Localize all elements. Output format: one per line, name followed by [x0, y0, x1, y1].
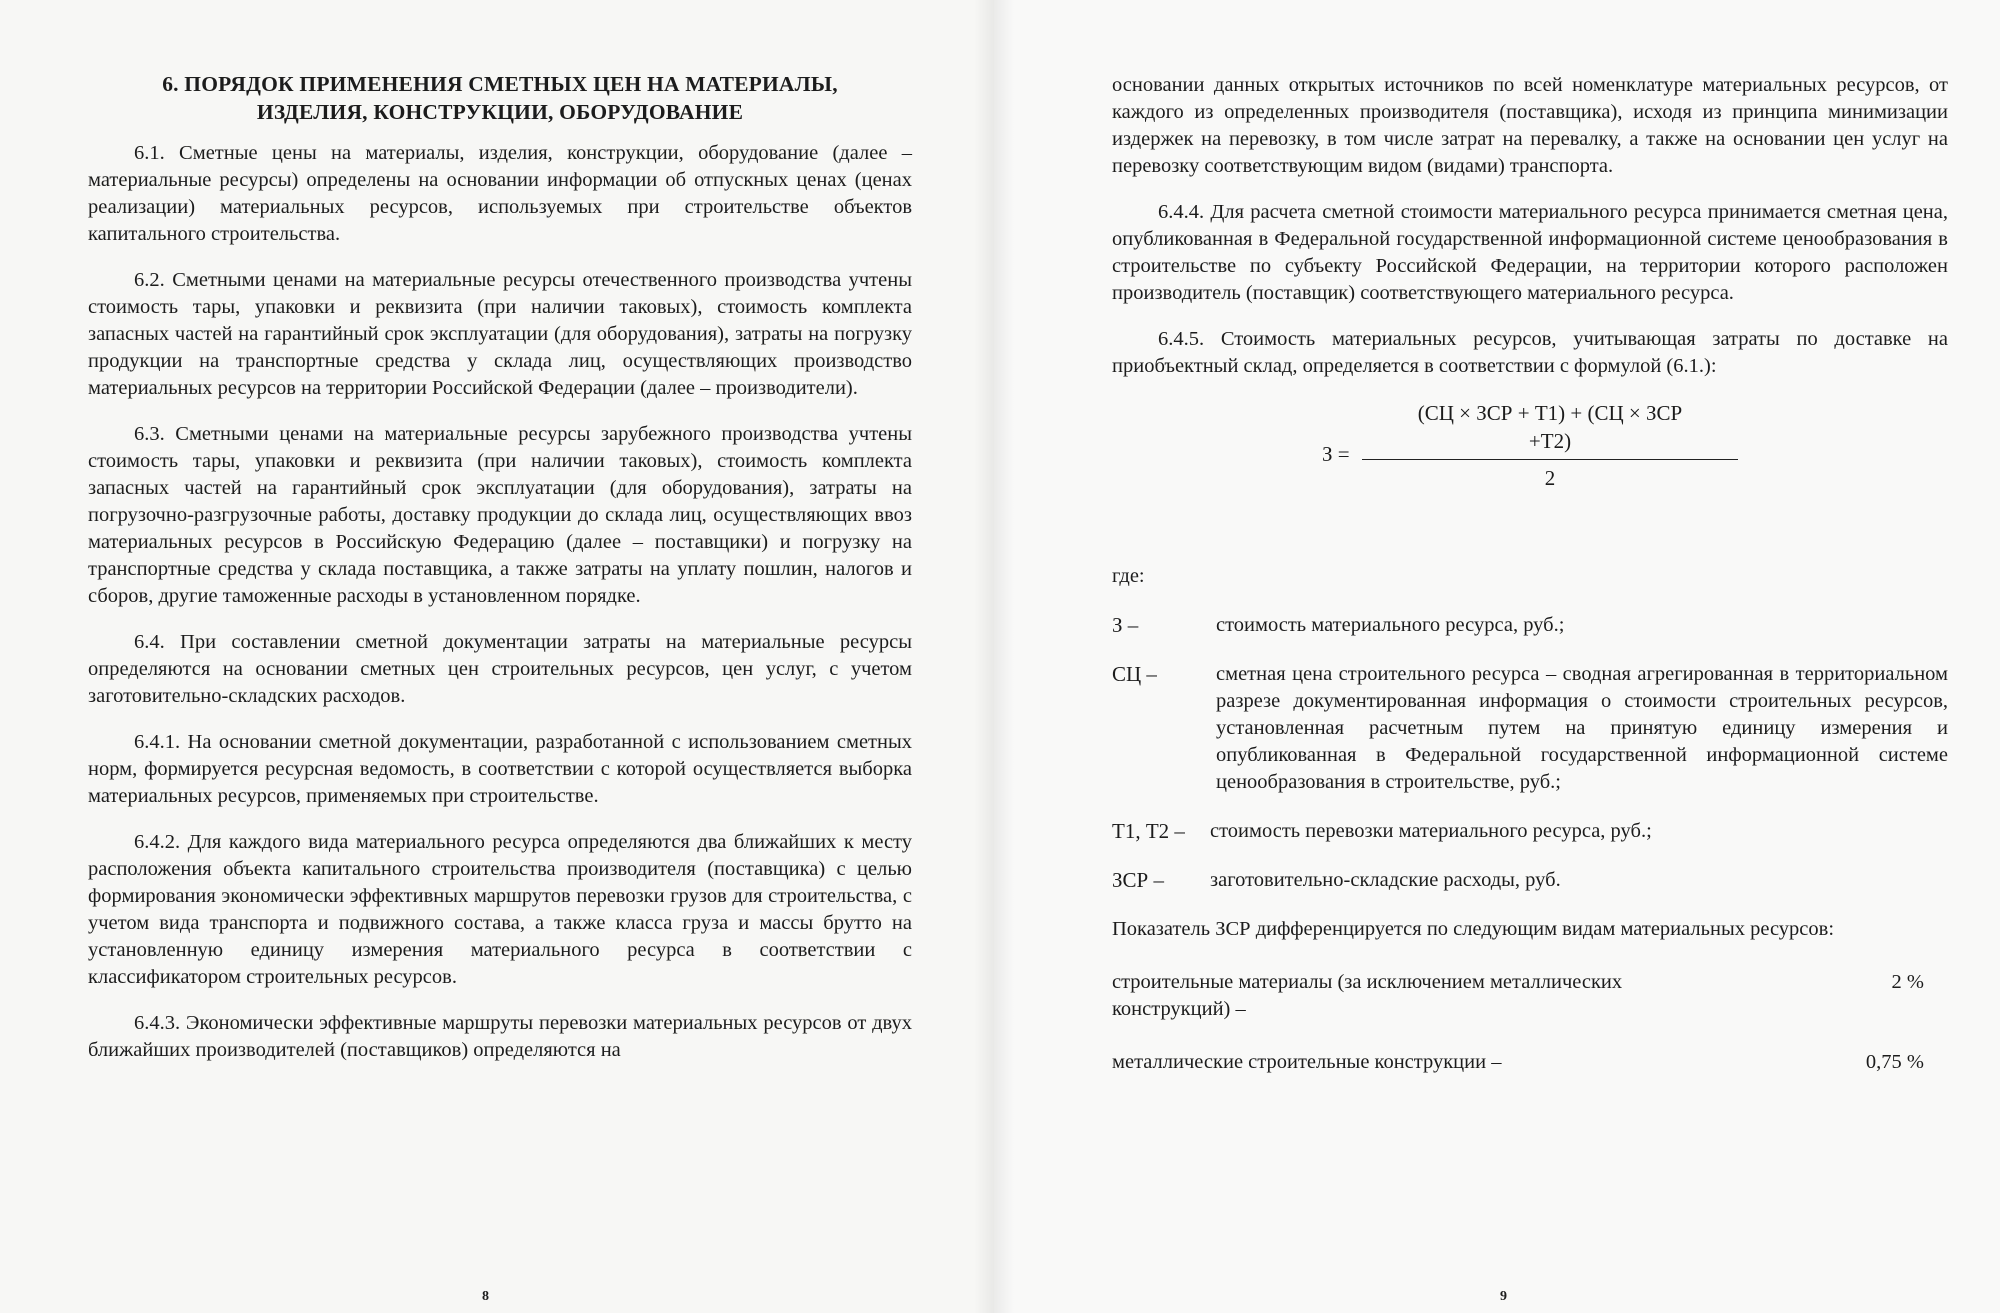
- left-page: [0, 0, 994, 1313]
- right-page-text: [1112, 72, 1948, 1102]
- paragraph-6-3: 6.3. Сметными ценами на материальные ресурсы зарубежного производства учтены стоимость тары, упаковки и реквизита (при наличии таковых), стоимость комплекта запасных частей на гарантийный срок эксплуатации (для оборудования), затраты на погрузочно-разгрузочные работы, доставку продукции до склада лиц, осуществляющих ввоз материальных ресурсов в Российскую Федерацию (далее – поставщики) и погрузку на транспортные средства у склада поставщика, а также затраты на уплату пошлин, налогов и сборов, другие таможенные расходы в установленном порядке.: [88, 423, 912, 607]
- right-page: [994, 0, 2000, 1313]
- paragraph-6-4-3-continued: основании данных открытых источников по всей номенклатуре материальных ресурсов, от каждого из определенных производителя (поставщика), исходя из принципа минимизации издержек на перевозку, в том числе затрат на перевалку, а также на основании цен услуг на перевозку соответствующим видом (видами) транспорта.: [1112, 74, 1948, 177]
- page-number-left: 8: [482, 1289, 489, 1304]
- definition-sc: [1112, 661, 1948, 796]
- zsr-row-value: 2 %: [1891, 971, 1924, 993]
- paragraph-6-2: 6.2. Сметными ценами на материальные ресурсы отечественного производства учтены стоимость тары, упаковки и реквизита (при наличии таковых), стоимость комплекта запасных частей на гарантийный срок эксплуатации (для оборудования), затраты на погрузку продукции на транспортные средства у склада лиц, осуществляющих производство материальных ресурсов на территории Российской Федерации (далее – производители).: [88, 269, 912, 399]
- paragraph-6-4-1: 6.4.1. На основании сметной документации, разработанной с использованием сметных норм, формируется ресурсная ведомость, в соответствии с которой осуществляется выборка материальных ресурсов, применяемых при строительстве.: [88, 731, 912, 807]
- section-heading-line1: 6. ПОРЯДОК ПРИМЕНЕНИЯ СМЕТНЫХ ЦЕН НА МАТЕРИАЛЫ,: [162, 72, 838, 96]
- paragraph-6-4-4: 6.4.4. Для расчета сметной стоимости материального ресурса принимается сметная цена, опубликованная в Федеральной государственной информационной системе ценообразования в строительстве по субъекту Российской Федерации, на территории которого расположен производитель (поставщик) соответствующего материального ресурса.: [1112, 201, 1948, 304]
- definition-text: заготовительно-складские расходы, руб.: [1210, 869, 1561, 891]
- paragraph-6-4-3: 6.4.3. Экономически эффективные маршруты перевозки материальных ресурсов от двух ближайших производителей (поставщиков) определяются на: [88, 1012, 912, 1061]
- formula-numerator: [1360, 399, 1740, 455]
- definition-symbol: З –: [1112, 613, 1139, 637]
- paragraph-6-4-5: 6.4.5. Стоимость материальных ресурсов, учитывающая затраты по доставке на приобъектный склад, определяется в соответствии с формулой (6.1.):: [1112, 328, 1948, 377]
- definition-zsr: [1112, 867, 1948, 894]
- paragraph-6-1: 6.1. Сметные цены на материалы, изделия, конструкции, оборудование (далее –материальные ресурсы) определены на основании информации об отпускных ценах (ценах реализации) материальных ресурсов, используемых при строительстве объектов капитального строительства.: [88, 142, 912, 245]
- definition-z: [1112, 612, 1948, 639]
- definition-symbol: ЗСР –: [1112, 868, 1164, 892]
- section-heading-line2: ИЗДЕЛИЯ, КОНСТРУКЦИИ, ОБОРУДОВАНИЕ: [256, 100, 744, 124]
- where-label: где:: [1112, 565, 1145, 587]
- paragraph-6-4: 6.4. При составлении сметной документации затраты на материальные ресурсы определяются на основании сметных цен строительных ресурсов, цен услуг, с учетом заготовительно-складских расходов.: [88, 631, 912, 707]
- definition-text: сметная цена строительного ресурса – сводная агрегированная в территориальном разрезе документированная информация о стоимости строительных ресурсов, установленная расчетным путем на принятую единицу измерения и опубликованная в Федеральной государственной информационной системе ценообразования в строительстве, руб.;: [1216, 663, 1948, 793]
- definition-t1-t2: [1112, 818, 1948, 845]
- zsr-row-label: строительные материалы (за исключением металлических конструкций) –: [1112, 971, 1623, 1020]
- page-number-right: 9: [1500, 1289, 1507, 1304]
- formula-numerator-line2: +Т2): [1528, 429, 1572, 453]
- book-gutter-shadow: [974, 0, 1014, 1313]
- definition-text: стоимость перевозки материального ресурса, руб.;: [1210, 820, 1652, 842]
- zsr-row-materials: [1112, 969, 1948, 1023]
- formula-6-1: [1112, 399, 1948, 519]
- definition-symbol: Т1, Т2 –: [1112, 819, 1185, 843]
- fraction-bar: [1362, 459, 1738, 460]
- paragraph-6-4-2: 6.4.2. Для каждого вида материального ресурса определяются два ближайших к месту расположения объекта капитального строительства производителя (поставщика) с целью формирования экономически эффективных маршрутов перевозки грузов для строительства, с учетом вида транспорта и подвижного состава, а также класса груза и массы брутто на установленную единицу измерения материального ресурса в соответствии с классификатором строительных ресурсов.: [88, 831, 912, 988]
- left-page-text: [88, 70, 912, 1083]
- formula-denominator: 2: [1544, 466, 1556, 490]
- zsr-row-label: металлические строительные конструкции –: [1112, 1051, 1502, 1073]
- definition-symbol: СЦ –: [1112, 662, 1157, 686]
- zsr-row-value: 0,75 %: [1865, 1051, 1924, 1073]
- zsr-row-metal: [1112, 1049, 1948, 1076]
- formula-numerator-line1: (СЦ × ЗСР + Т1) + (СЦ × ЗСР: [1417, 401, 1683, 425]
- section-heading: [88, 70, 912, 126]
- zsr-note: Показатель ЗСР дифференцируется по следующим видам материальных ресурсов:: [1112, 918, 1835, 940]
- definition-text: стоимость материального ресурса, руб.;: [1216, 614, 1565, 636]
- formula-lhs: З =: [1322, 442, 1350, 466]
